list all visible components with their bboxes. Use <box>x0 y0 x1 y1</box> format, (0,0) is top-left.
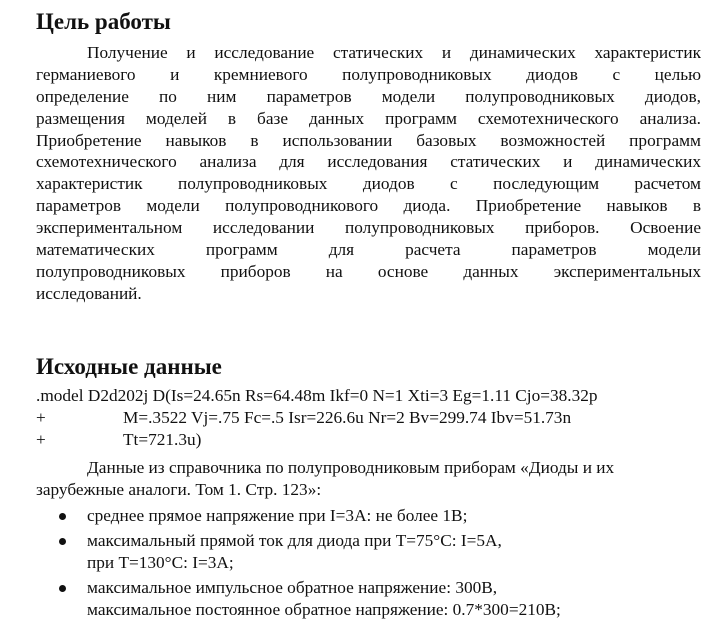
list-item-line: максимальный прямой ток для диода при T=75°C: I=5A, <box>87 531 502 550</box>
list-item <box>36 530 716 574</box>
model-line-text: M=.3522 Vj=.75 Fc=.5 Isr=226.6u Nr=2 Bv=299.74 Ibv=51.73n <box>123 408 572 427</box>
paragraph-line: Данные из справочника по полупроводниковым приборам «Диоды и их <box>87 458 615 477</box>
list-item <box>36 505 716 527</box>
paragraph-line: германиевого и кремниевого полупроводниковых диодов с целью <box>36 64 701 84</box>
specs-bullet-list <box>36 505 716 621</box>
model-line <box>36 385 716 407</box>
bullet-dot-icon <box>59 538 66 545</box>
spice-model-block <box>36 385 716 451</box>
paragraph-line: экспериментальном исследовании полупроводниковых приборов. Освоение <box>36 218 701 238</box>
paragraph-line: размещения моделей в базе данных программ схемотехнического анализа. <box>36 108 701 128</box>
list-item-line: среднее прямое напряжение при I=3A: не более 1В; <box>87 506 468 525</box>
list-item-line: максимальное постоянное обратное напряжение: 0.7*300=210В; <box>87 600 561 619</box>
section-heading-goal: Цель работы <box>36 9 171 34</box>
paragraph-line: характеристик полупроводниковых диодов с последующим расчетом <box>36 174 701 194</box>
paragraph-line: параметров модели полупроводникового диода. Приобретение навыков в <box>36 196 701 216</box>
paragraph-line: полупроводниковых приборов на основе данных экспериментальных <box>36 261 701 281</box>
paragraph-line: схемотехнического анализа для исследования статических и динамических <box>36 152 701 172</box>
model-line <box>36 407 716 429</box>
bullet-dot-icon <box>59 513 66 520</box>
continuation-mark: + <box>36 430 46 449</box>
paragraph-line: Получение и исследование статических и динамических характеристик <box>87 43 701 62</box>
list-item-line: максимальное импульсное обратное напряжение: 300В, <box>87 578 498 597</box>
section-heading-source-data: Исходные данные <box>36 354 222 379</box>
paragraph-line: исследований. <box>36 283 142 303</box>
list-item-line: при T=130°C: I=3A; <box>87 553 234 572</box>
model-line <box>36 429 716 451</box>
continuation-mark: + <box>36 408 46 427</box>
model-line-text: Tt=721.3u) <box>123 430 202 449</box>
reference-paragraph <box>36 457 701 501</box>
paragraph-line: Приобретение навыков в использовании базовых возможностей программ <box>36 130 701 150</box>
paragraph-line: определение по ним параметров модели полупроводниковых диодов, <box>36 86 701 106</box>
paragraph-line: зарубежные аналоги. Том 1. Стр. 123»: <box>36 479 322 499</box>
paragraph-line: математических программ для расчета параметров модели <box>36 240 701 260</box>
bullet-dot-icon <box>59 585 66 592</box>
model-line-text: .model D2d202j D(Is=24.65n Rs=64.48m Ikf=0 N=1 Xti=3 Eg=1.11 Cjo=38.32p <box>36 386 598 405</box>
list-item <box>36 577 716 621</box>
goal-paragraph <box>36 42 701 305</box>
